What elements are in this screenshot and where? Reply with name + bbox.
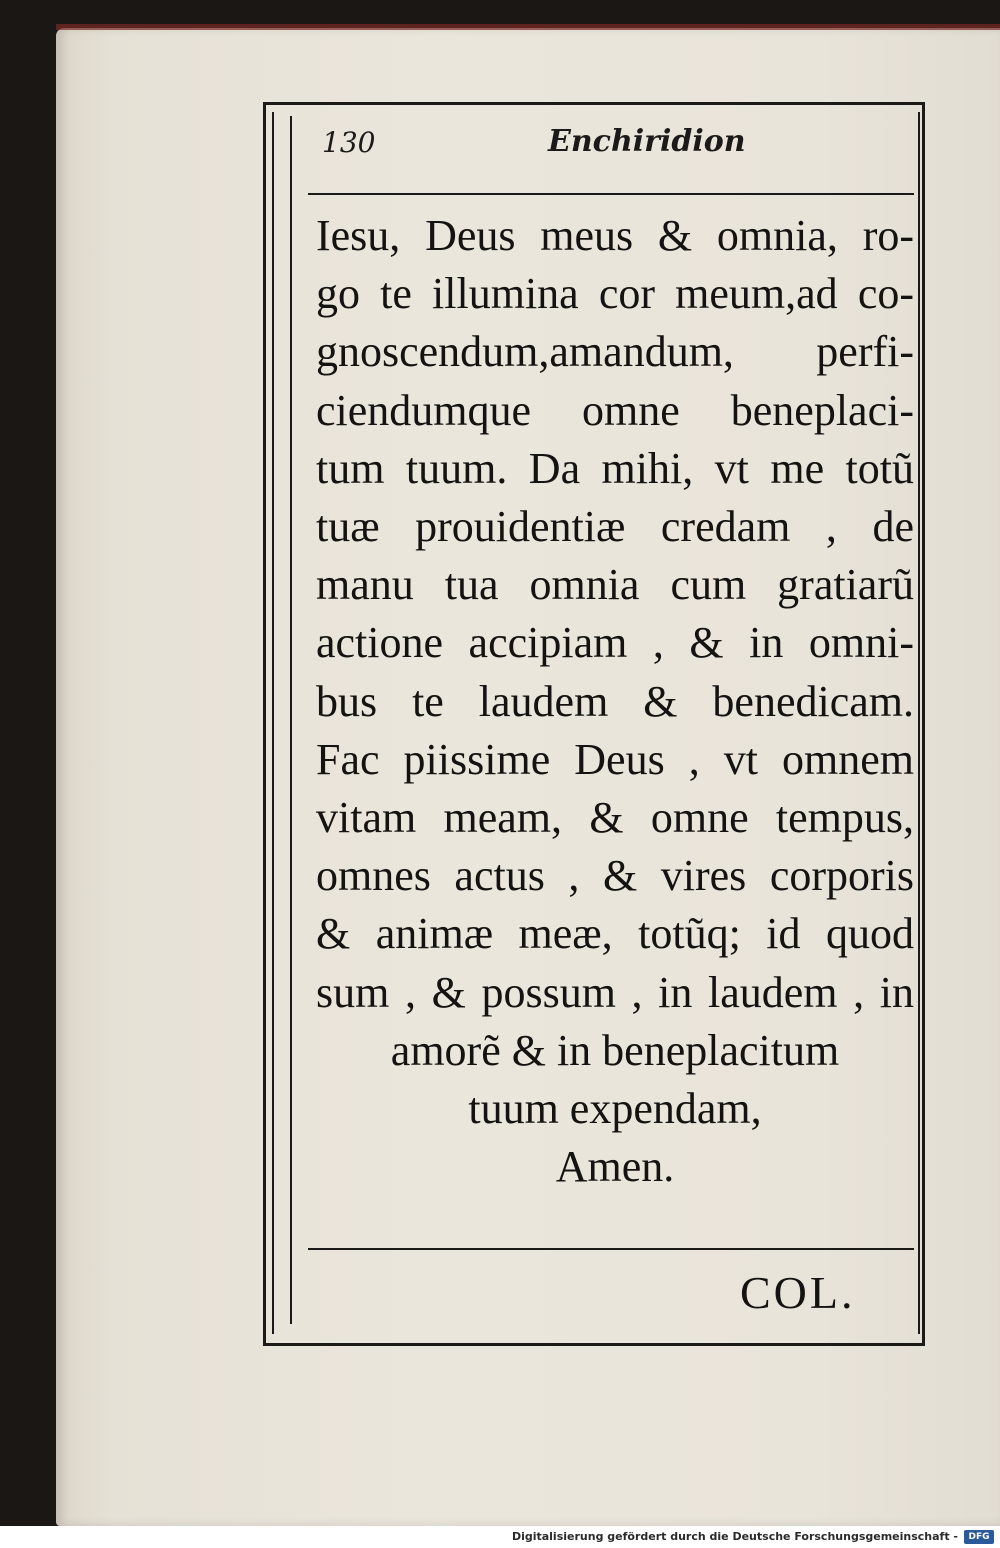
footer-rule: [308, 1248, 914, 1250]
text-line: gnoscendum,amandum, perfi-: [316, 327, 914, 377]
text-frame-right-rule: [918, 112, 920, 1334]
text-line: vitam meam, & omne tempus,: [316, 793, 914, 843]
text-line-centered: amorẽ & in beneplacitum: [390, 1025, 840, 1075]
running-title: Enchiridion: [548, 124, 746, 159]
text-line: go te illumina cor meum,ad co-: [316, 269, 914, 319]
catchword: COL.: [740, 1267, 856, 1318]
funding-credit: Digitalisierung gefördert durch die Deutsche Forschungsgemeinschaft -: [511, 1530, 958, 1543]
text-line: tuæ prouidentiæ credam , de: [316, 502, 914, 552]
text-line: manu tua omnia cum gratiarũ: [316, 560, 914, 610]
text-line-centered: tuum expendam,: [468, 1084, 762, 1134]
text-line: bus te laudem & benedicam.: [316, 676, 914, 726]
text-line: ciendumque omne beneplaci-: [316, 385, 914, 435]
text-line: sum , & possum , in laudem , in: [316, 967, 914, 1017]
page-number: 130: [322, 126, 376, 159]
text-line: Iesu, Deus meus & omnia, ro-: [316, 211, 914, 260]
text-line: omnes actus , & vires corporis: [316, 851, 914, 901]
dfg-logo-icon: DFG: [964, 1530, 994, 1544]
page-edge: [56, 24, 1000, 30]
text-line: & animæ meæ, totũq; id quod: [316, 909, 914, 959]
text-line: actione accipiam , & in omni-: [316, 618, 914, 668]
text-frame-inner-rule: [272, 112, 280, 1334]
text-line: tum tuum. Da mihi, vt me totũ: [316, 443, 914, 493]
text-line: Fac piissime Deus , vt omnem: [316, 734, 914, 784]
prayer-text: [316, 207, 914, 1196]
text-line-centered: Amen.: [555, 1142, 675, 1192]
text-frame-left-rule: [290, 116, 292, 1324]
header-rule: [308, 193, 914, 195]
